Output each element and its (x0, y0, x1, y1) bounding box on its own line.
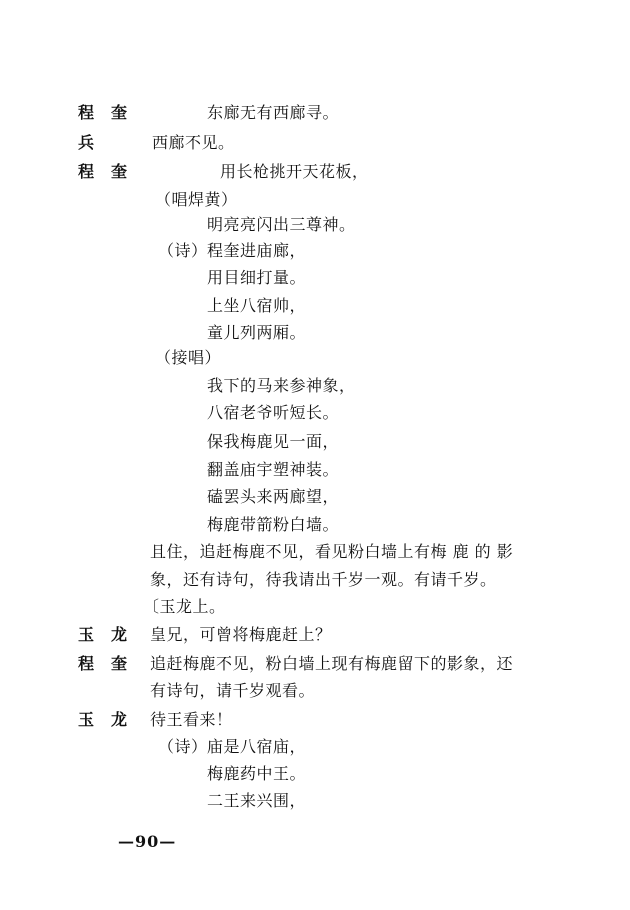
dialogue-line: 有诗句，请千岁观看。 (150, 681, 316, 700)
page-number: —90— (118, 832, 177, 851)
speaker-label: 程 奎 (78, 162, 128, 181)
verse-line: 梅鹿带箭粉白墙。 (207, 515, 340, 534)
speaker-label: 玉 龙 (78, 710, 128, 729)
verse-line: 东廊无有西廊寻。 (207, 103, 340, 122)
verse-line: 二王来兴围， (207, 791, 307, 810)
speaker-label: 程 奎 (78, 103, 128, 122)
stage-direction: 〔玉龙上。 (143, 597, 226, 616)
dialogue-line: 且住，追赶梅鹿不见，看见粉白墙上有梅 鹿 的 影 (150, 542, 514, 561)
verse-line: 上坐八宿帅， (207, 296, 307, 315)
speaker-label: 程 奎 (78, 654, 128, 673)
verse-line: 明亮亮闪出三尊神。 (207, 215, 356, 234)
verse-line: 用长枪挑开天花板， (220, 162, 369, 181)
stage-direction: （诗） (158, 737, 208, 756)
speaker-label: 玉 龙 (78, 625, 128, 644)
verse-line: 用目细打量。 (207, 268, 307, 287)
dialogue-line: 象，还有诗句，待我请出千岁一观。有请千岁。 (150, 570, 497, 589)
stage-direction: （唱焊黄） (155, 190, 238, 209)
verse-line: 童儿列两厢。 (207, 323, 307, 342)
verse-line: 程奎进庙廊， (207, 241, 307, 260)
dialogue-line: 待王看来！ (150, 710, 233, 729)
stage-direction: （接唱） (155, 348, 222, 367)
verse-line: 庙是八宿庙， (207, 737, 307, 756)
speaker-label: 兵 (78, 133, 95, 152)
verse-line: 翻盖庙宇塑神装。 (207, 460, 340, 479)
verse-line: 梅鹿药中王。 (207, 764, 307, 783)
dialogue-line: 追赶梅鹿不见，粉白墙上现有梅鹿留下的影象，还 (150, 654, 514, 673)
dialogue-line: 西廊不见。 (152, 133, 235, 152)
verse-line: 保我梅鹿见一面， (207, 432, 340, 451)
verse-line: 磕罢头来两廊望， (207, 487, 340, 506)
stage-direction: （诗） (158, 241, 208, 260)
dialogue-line: 皇兄，可曾将梅鹿赶上？ (150, 625, 332, 644)
verse-line: 我下的马来参神象， (207, 376, 356, 395)
verse-line: 八宿老爷听短长。 (207, 403, 340, 422)
